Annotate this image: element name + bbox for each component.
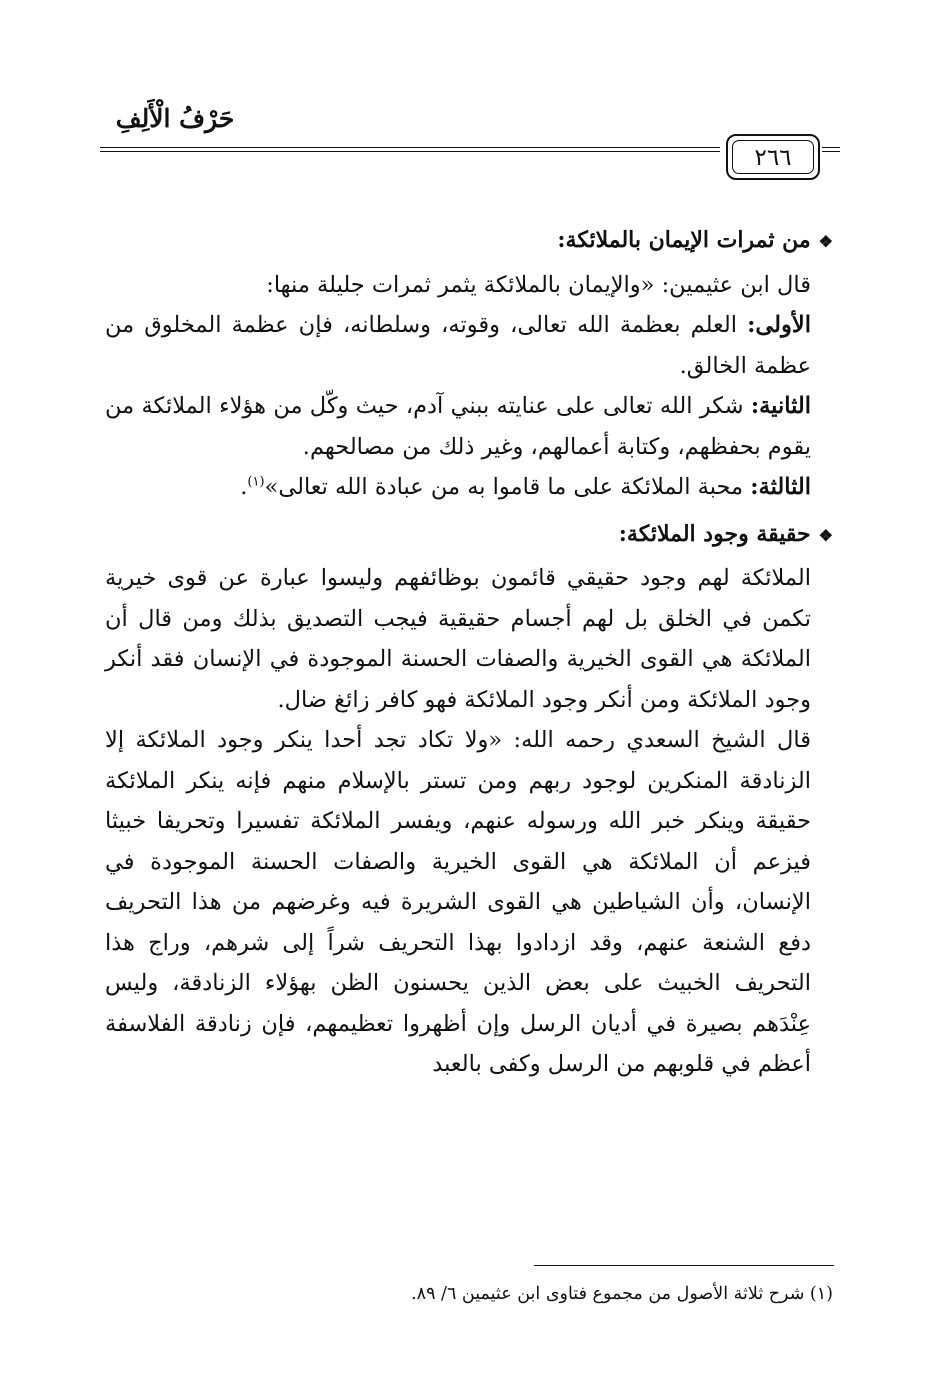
footnote-separator	[534, 1265, 834, 1266]
paragraph: الثالثة: محبة الملائكة على ما قاموا به من عبادة الله تعالى»$^{(١)}$.	[240, 474, 811, 500]
page-number: ٢٦٦	[732, 140, 814, 174]
paragraph: الأولى: العلم بعظمة الله تعالى، وقوته، وسلطانه، فإن عظمة المخلوق من عظمة الخالق.	[105, 312, 811, 379]
page-header	[100, 100, 840, 190]
section-heading: ❖حقيقة وجود الملائكة:	[618, 520, 833, 547]
paragraph: الثانية: شكر الله تعالى على عنايته ببني آدم، حيث وكّل من هؤلاء الملائكة من يقوم بحفظهم، وكتابة أعمالهم، وغير ذلك من مصالحهم.	[105, 393, 811, 460]
page-number-frame	[726, 134, 820, 180]
header-double-rule-end	[822, 147, 840, 152]
section-heading: ❖من ثمرات الإيمان بالملائكة:	[557, 227, 833, 253]
paragraph: الملائكة لهم وجود حقيقي قائمون بوظائفهم وليسوا عبارة عن قوى خيرية تكمن في الخلق بل لهم أجسام حقيقية فيجب التصديق بذلك ومن قال أن الملائكة هي القوى الخيرية والصفات الحسنة الموجودة في الإنسان فقد أنكر وجود الملائكة ومن أنكر وجود الملائكة فهو كافر زائغ ضال.	[105, 565, 811, 713]
header-double-rule	[100, 147, 720, 152]
footnote-ref: (١)	[247, 474, 265, 490]
main-text	[105, 214, 833, 1085]
paragraph: قال الشيخ السعدي رحمه الله: «ولا تكاد تجد أحدا ينكر وجود الملائكة إلا الزنادقة المنكرين لوجود ربهم ومن تستر بالإسلام منهم فإنه ينكر الملائكة حقيقة وينكر خبر الله ورسوله عنهم، ويفسر الملائكة تفسيرا وتحريفا خبيثا فيزعم أن الملائكة هي القوى الخيرية والصفات الحسنة الموجودة في الإنسان، وأن الشياطين هي القوى الشريرة فيه وغرضهم من هذا التحريف دفع الشنعة عنهم، وقد ازدادوا بهذا التحريف شراً إلى شرهم، وراج هذا التحريف الخبيث على بعض الذين يحسنون الظن بهؤلاء الزنادقة، وليس عِنْدَهم بصيرة في أديان الرسل وإن أظهروا تعظيمهم، فإن زنادقة الفلاسفة أعظم في قلوبهم من الرسل وكفى بالعبد	[105, 727, 812, 1077]
paragraph: قال ابن عثيمين: «والإيمان بالملائكة يثمر ثمرات جليلة منها:	[266, 271, 811, 298]
chapter-title: حَرْفُ الْأَلِفِ	[115, 104, 235, 133]
footnote: (١) شرح ثلاثة الأصول من مجموع فتاوى ابن عثيمين ٦/ ٨٩.	[411, 1284, 833, 1304]
bullet-icon: ❖	[818, 232, 833, 251]
bullet-icon: ❖	[818, 525, 833, 545]
